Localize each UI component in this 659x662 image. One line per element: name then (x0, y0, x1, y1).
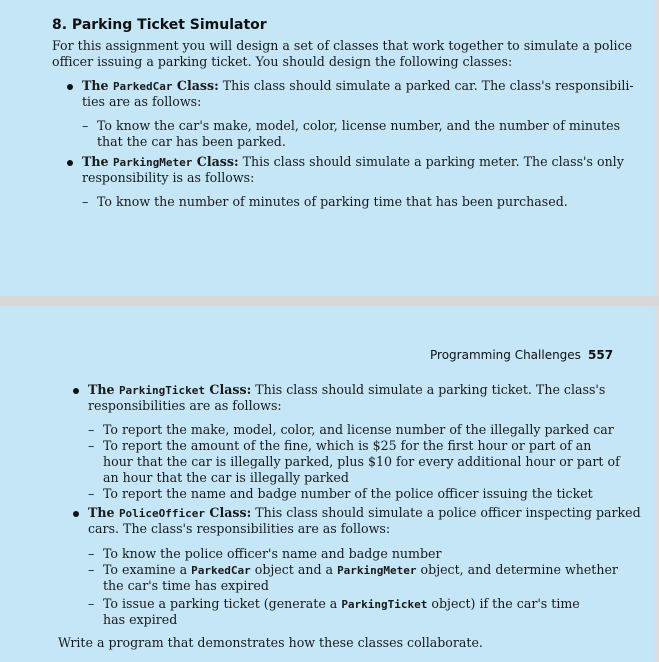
text: object, and determine whether (416, 562, 618, 577)
officer-sub-2 (103, 562, 618, 579)
page-bottom (0, 306, 655, 662)
parkingmeter-sub-1: To know the number of minutes of parking time that has been purchased. (97, 194, 568, 209)
label-prefix: The (82, 154, 113, 169)
section-heading: 8. Parking Ticket Simulator (52, 17, 267, 33)
label-suffix: Class: (192, 154, 239, 169)
text: To examine a (103, 562, 192, 577)
intro-line-2: officer issuing a parking ticket. You should design the following classes: (52, 54, 513, 69)
dash-marker: – (88, 438, 95, 453)
label-suffix: Class: (205, 505, 252, 520)
parkedcar-line-2: ties are as follows: (82, 94, 202, 109)
parkedcar-item (82, 78, 634, 95)
officer-sub-1: To know the police officer's name and badge number (103, 546, 442, 561)
running-header: Programming Challenges (430, 348, 581, 362)
text: object and a (250, 562, 338, 577)
bullet-dot (67, 160, 73, 166)
parkingmeter-line-2: responsibility is as follows: (82, 170, 255, 185)
class-name: ParkedCar (112, 80, 173, 93)
code: ParkingMeter (337, 564, 417, 577)
policeofficer-item (88, 505, 641, 522)
text: To issue a parking ticket (generate a (103, 596, 342, 611)
class-name: ParkingTicket (118, 384, 206, 397)
parkingmeter-item (82, 154, 624, 171)
description: This class should simulate a parking meter. The class's only (238, 154, 624, 169)
label-suffix: Class: (205, 382, 252, 397)
ticket-sub-1: To report the make, model, color, and license number of the illegally parked car (103, 422, 614, 437)
dash-marker: – (88, 596, 95, 611)
officer-sub-3 (103, 596, 580, 613)
dash-marker: – (88, 546, 95, 561)
class-name: PoliceOfficer (118, 507, 206, 520)
label-suffix: Class: (172, 78, 219, 93)
ticket-sub-2b: hour that the car is illegally parked, plus $10 for every additional hour or part of (103, 454, 620, 469)
bullet-dot (67, 84, 73, 90)
bullet-dot (73, 511, 79, 517)
class-name: ParkingMeter (112, 156, 193, 169)
dash-marker: – (82, 118, 89, 133)
label-prefix: The (88, 505, 119, 520)
intro-line-1: For this assignment you will design a set of classes that work together to simulate a police (52, 38, 633, 53)
dash-marker: – (88, 422, 95, 437)
ticket-sub-2c: an hour that the car is illegally parked (103, 470, 349, 485)
parkingticket-item (88, 382, 605, 399)
policeofficer-line-2: cars. The class's responsibilities are as follows: (88, 521, 391, 536)
page-number: 557 (588, 348, 614, 362)
parkingticket-line-2: responsibilities are as follows: (88, 398, 282, 413)
description: This class should simulate a parking ticket. The class's (251, 382, 606, 397)
officer-sub-2-line2: the car's time has expired (103, 578, 269, 593)
officer-sub-3-line2: has expired (103, 612, 178, 627)
parkedcar-sub-2: that the car has been parked. (97, 134, 286, 149)
ticket-sub-3: To report the name and badge number of the police officer issuing the ticket (103, 486, 593, 501)
bullet-dot (73, 388, 79, 394)
page-edge-strip (655, 0, 659, 662)
label-prefix: The (82, 78, 113, 93)
parkedcar-sub-1: To know the car's make, model, color, license number, and the number of minutes (97, 118, 621, 133)
code: ParkedCar (191, 564, 251, 577)
description: This class should simulate a police officer inspecting parked (251, 505, 641, 520)
dash-marker: – (82, 194, 89, 209)
code: ParkingTicket (341, 598, 428, 611)
dash-marker: – (88, 562, 95, 577)
ticket-sub-2a: To report the amount of the fine, which is $25 for the first hour or part of an (103, 438, 592, 453)
label-prefix: The (88, 382, 119, 397)
page-top (0, 0, 655, 296)
description: This class should simulate a parked car. The class's responsibili- (218, 78, 634, 93)
closing-sentence: Write a program that demonstrates how these classes collaborate. (58, 635, 483, 650)
text: object) if the car's time (427, 596, 580, 611)
page-gap (0, 296, 659, 306)
dash-marker: – (88, 486, 95, 501)
